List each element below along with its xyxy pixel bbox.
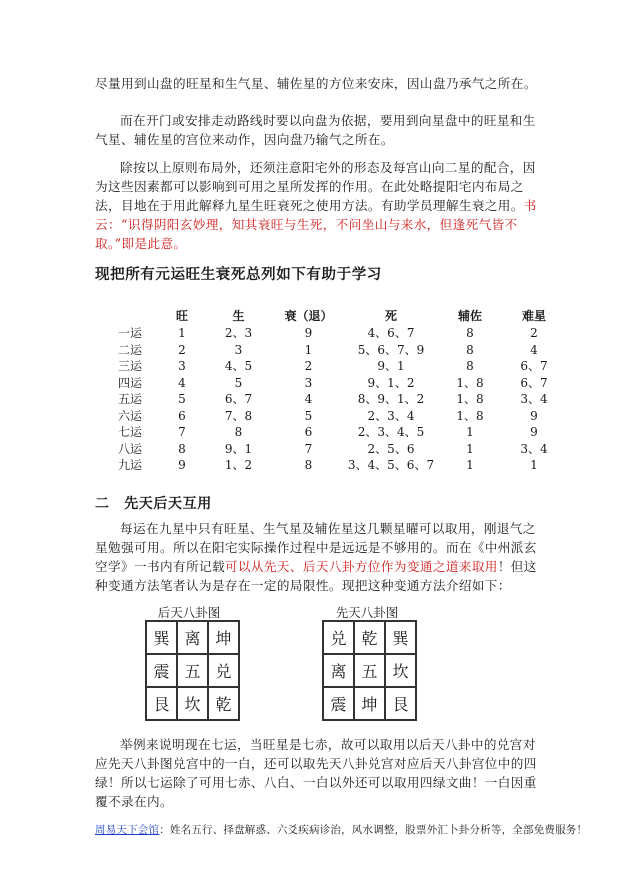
bagua-cell: 兑 — [324, 622, 353, 653]
table-cell: 7 — [178, 425, 186, 439]
table-cell: 8 — [466, 359, 474, 373]
bagua-cell: 坤 — [355, 688, 384, 719]
table-cell: 1 — [466, 441, 474, 456]
table-cell: 9 — [530, 408, 538, 423]
table-cell: 八运 — [118, 441, 143, 456]
bagua-cell: 坤 — [209, 622, 238, 653]
table-cell: 3 — [234, 342, 243, 357]
bagua-cell: 坎 — [386, 655, 415, 686]
table-cell: 8 — [466, 342, 474, 357]
table-cell: 五运 — [118, 392, 143, 406]
bagua-cell: 巽 — [147, 622, 176, 653]
table-cell: 三运 — [118, 359, 143, 373]
table-cell: 2、3、4 — [367, 408, 415, 423]
table-cell: 4 — [304, 392, 313, 406]
intro-paragraph-1: 尽量用到山盘的旺星和生气星、辅佐星的方位来安床，因山盘乃承气之所在。 — [95, 76, 537, 91]
table-cell: 1 — [466, 458, 474, 472]
footer-text: ：姓名五行、择盘解惑、六爻疾病诊治，风水调整，股票外汇卜卦分析等，全部免费服务！ — [159, 824, 588, 836]
xiantian-bagua-title: 先天八卦图 — [335, 605, 399, 620]
bagua-cell: 五 — [178, 655, 207, 686]
intro-paragraph-3 — [95, 158, 543, 253]
table-header-cell: 辅佐 — [457, 308, 482, 323]
table-cell: 4 — [178, 375, 186, 390]
table-cell: 1、8 — [456, 408, 484, 423]
table-cell: 2、3、4、5 — [357, 425, 425, 439]
section-2-text-b: ！但这种变通方法笔者认为是存在一定的局限性。现把这种变通方法介绍如下： — [95, 559, 537, 593]
table-cell: 5 — [304, 408, 313, 423]
table-header-cell: 旺 — [175, 308, 188, 323]
quotation-red-text: 书云：“识得阴阳玄妙理，知其衰旺与生死，不问坐山与来水，但逢死气皆不取。”即是此意。 — [95, 198, 537, 251]
table-cell: 一运 — [118, 326, 143, 340]
table-header-cell — [118, 305, 158, 325]
table-cell: 1、2 — [224, 458, 253, 472]
bagua-cell: 艮 — [147, 688, 176, 719]
table-cell: 6 — [178, 408, 186, 423]
table-header-cell: 难星 — [521, 308, 546, 323]
section-2-red-text: 可以从先天、后天八卦方位作为变通之道来取用 — [224, 559, 498, 574]
star-status-table — [118, 305, 564, 474]
table-row — [118, 441, 564, 458]
bagua-cell: 乾 — [355, 622, 384, 653]
table-cell: 2、3 — [224, 326, 253, 340]
table-row — [118, 457, 564, 474]
table-cell: 1、8 — [456, 375, 484, 390]
table-cell: 6、7 — [520, 359, 548, 373]
table-cell: 6、7 — [224, 392, 253, 406]
table-cell: 2 — [304, 359, 313, 373]
table-row — [118, 391, 564, 408]
table-cell: 9、1 — [224, 441, 253, 456]
table-cell: 4、6、7 — [367, 326, 415, 340]
table-cell: 1 — [466, 425, 474, 439]
table-cell: 1、8 — [456, 392, 484, 406]
bagua-cell: 震 — [147, 655, 176, 686]
bagua-cell: 五 — [355, 655, 384, 686]
bagua-cell: 离 — [324, 655, 353, 686]
table-cell: 2、5、6 — [367, 441, 415, 456]
table-cell: 5 — [234, 375, 243, 390]
table-row — [118, 408, 564, 425]
table-cell: 4 — [530, 342, 538, 357]
table-header-row — [118, 305, 564, 325]
table-cell: 九运 — [118, 458, 143, 472]
table-cell: 六运 — [118, 408, 143, 423]
table-header-cell: 衰（退） — [284, 308, 333, 323]
table-cell: 8 — [234, 425, 243, 439]
table-cell: 6 — [304, 425, 313, 439]
table-cell: 6、7 — [520, 375, 548, 390]
table-cell: 8 — [178, 441, 186, 456]
table-cell: 9 — [304, 326, 313, 340]
table-cell: 5 — [178, 392, 186, 406]
table-cell: 二运 — [118, 342, 143, 357]
bagua-cell: 坎 — [178, 688, 207, 719]
intro-paragraph-2: 而在开门或安排走动路线时要以向盘为依据，要用到向星盘中的旺星和生气星、辅佐星的宫位来动作，因向盘乃输气之所在。 — [95, 113, 536, 147]
table-cell: 9 — [178, 458, 186, 472]
table-row — [118, 375, 564, 392]
table-cell: 8 — [304, 458, 313, 472]
table-cell: 2 — [178, 342, 186, 357]
table-cell: 3、4 — [520, 392, 548, 406]
table-section-heading: 现把所有元运旺生衰死总列如下有助于学习 — [95, 266, 382, 283]
table-row — [118, 358, 564, 375]
table-cell: 3、4、5、6、7 — [347, 458, 435, 472]
table-cell: 7 — [304, 441, 313, 456]
table-header-cell: 生 — [232, 308, 245, 323]
xiantian-bagua-grid — [322, 620, 417, 721]
table-row — [118, 325, 564, 342]
table-cell: 8 — [466, 326, 474, 340]
table-cell: 1 — [530, 458, 538, 472]
intro-paragraph-3-text: 除按以上原则布局外，还须注意阳宅外的形态及每宫山向二星的配合，因为这些因素都可以影响到可用之星所发挥的作用。在此处略提阳宅内布局之法，目地在于用此解释九星生旺衰死之使用方法。有助学员理解生衰之用。 — [95, 160, 536, 213]
table-cell: 1 — [304, 342, 313, 357]
table-cell: 4、5 — [224, 359, 253, 373]
table-cell: 3、4 — [520, 441, 548, 456]
footer — [95, 822, 587, 837]
houtian-bagua-grid — [145, 620, 240, 721]
table-cell: 七运 — [118, 425, 143, 439]
bagua-cell: 艮 — [386, 688, 415, 719]
table-cell: 7、8 — [224, 408, 253, 423]
table-cell: 5、6、7、9 — [357, 342, 425, 357]
table-cell: 四运 — [118, 375, 143, 390]
table-cell: 2 — [530, 326, 538, 340]
table-cell: 9 — [530, 425, 538, 439]
bagua-cell: 兑 — [209, 655, 238, 686]
section-2-paragraph-1 — [95, 519, 543, 595]
section-2-text-a: 每运在九星中只有旺星、生气星及辅佐星这几颗星曜可以取用，刚退气之星勉强可用。所以在阳宅实际操作过程中是远远是不够用的。而在《中州派玄空学》一书内有所记载 — [95, 521, 537, 574]
footer-link[interactable]: 周易天下会馆 — [95, 824, 160, 836]
bagua-cell: 震 — [324, 688, 353, 719]
table-header-cell: 死 — [384, 308, 397, 323]
section-2-paragraph-2: 举例来说明现在七运，当旺星是七赤，故可以取用以后天八卦中的兑宫对应先天八卦图兑宫中的一白，还可以取先天八卦兑宫对应后天八卦宫位中的四绿！所以七运除了可用七赤、八白、一白以外还可以取用四绿文曲！一白因重覆不录在内。 — [95, 737, 537, 809]
table-cell: 9、1 — [377, 359, 405, 373]
bagua-cell: 离 — [178, 622, 207, 653]
bagua-cell: 巽 — [386, 622, 415, 653]
table-row — [118, 342, 564, 359]
table-cell: 3 — [304, 375, 313, 390]
section-2-heading: 二 先天后天互用 — [95, 496, 212, 512]
table-cell: 3 — [178, 359, 186, 373]
houtian-bagua-title: 后天八卦图 — [157, 605, 221, 620]
table-cell: 8、9、1、2 — [357, 392, 425, 406]
table-row — [118, 424, 564, 441]
table-cell: 1 — [178, 326, 186, 340]
table-cell: 9、1、2 — [367, 375, 415, 390]
bagua-cell: 乾 — [209, 688, 238, 719]
